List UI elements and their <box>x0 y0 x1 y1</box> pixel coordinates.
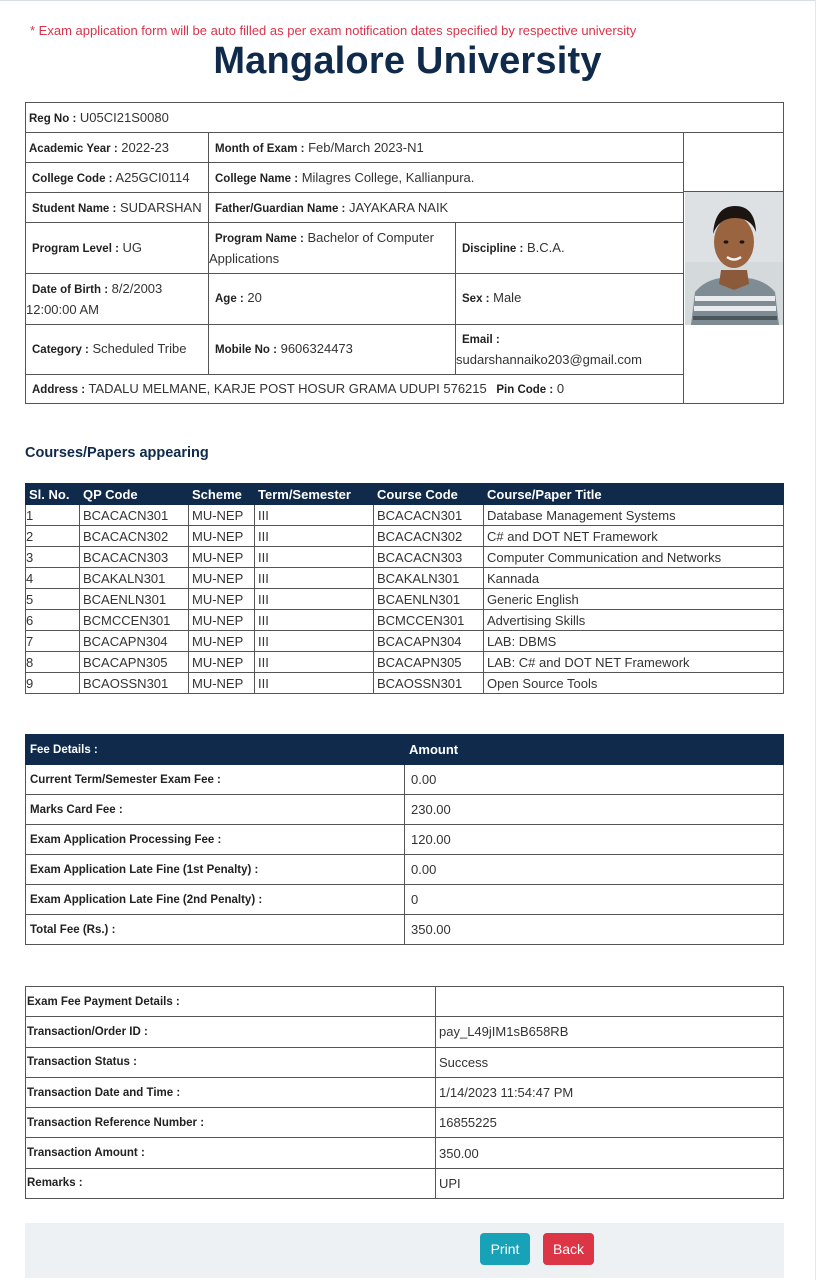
payment-row: Transaction/Order ID : pay_L49jIM1sB658RB <box>26 1017 784 1047</box>
category-cell: Category : Scheduled Tribe <box>26 325 209 375</box>
col-course-title: Course/Paper Title <box>484 484 784 505</box>
student-info-table <box>25 102 784 404</box>
address-cell: Address : TADALU MELMANE, KARJE POST HOSUR GRAMA UDUPI 576215 Pin Code : 0 <box>26 375 684 403</box>
courses-section-title: Courses/Papers appearing <box>25 445 209 461</box>
age-cell: Age : 20 <box>209 274 456 325</box>
university-title: Mangalore University <box>213 40 602 82</box>
right-border <box>815 0 816 1280</box>
col-scheme: Scheme <box>189 484 255 505</box>
transaction-status-value: Success <box>436 1047 784 1077</box>
father-name-cell: Father/Guardian Name : JAYAKARA NAIK <box>209 193 684 223</box>
table-row: 4 BCAKALN301 MU-NEP III BCAKALN301 Kannada <box>26 568 784 589</box>
student-photo <box>685 192 783 325</box>
courses-table <box>25 483 784 694</box>
back-button[interactable]: Back <box>543 1233 594 1265</box>
transaction-id-value: pay_L49jIM1sB658RB <box>436 1017 784 1047</box>
table-row: 3 BCACACN303 MU-NEP III BCACACN303 Computer Communication and Networks <box>26 547 784 568</box>
col-term: Term/Semester <box>255 484 374 505</box>
payment-row: Transaction Amount : 350.00 <box>26 1138 784 1168</box>
table-row: 6 BCMCCEN301 MU-NEP III BCMCCEN301 Advertising Skills <box>26 610 784 631</box>
program-level-cell: Program Level : UG <box>26 223 209 274</box>
college-name-cell: College Name : Milagres College, Kallianpura. <box>209 163 684 193</box>
fee-details-table <box>25 734 784 945</box>
table-row: 2 BCACACN302 MU-NEP III BCACACN302 C# and DOT NET Framework <box>26 526 784 547</box>
fee-details-header: Fee Details : <box>26 735 405 765</box>
col-sl-no: Sl. No. <box>26 484 80 505</box>
payment-row: Transaction Reference Number : 16855225 <box>26 1108 784 1138</box>
action-bar <box>25 1223 784 1278</box>
payment-row: Transaction Status : Success <box>26 1047 784 1077</box>
top-border <box>0 0 815 4</box>
reg-no-cell: Reg No : U05CI21S0080 <box>26 103 783 133</box>
email-cell: Email : sudarshannaiko203@gmail.com <box>456 325 684 375</box>
print-button[interactable]: Print <box>480 1233 530 1265</box>
fee-row: Exam Application Late Fine (1st Penalty) : 0.00 <box>26 855 784 885</box>
table-row: 5 BCAENLN301 MU-NEP III BCAENLN301 Generic English <box>26 589 784 610</box>
table-row: 7 BCACAPN304 MU-NEP III BCACAPN304 LAB: DBMS <box>26 631 784 652</box>
academic-year-cell: Academic Year : 2022-23 <box>26 133 209 163</box>
fee-row: Current Term/Semester Exam Fee : 0.00 <box>26 765 784 795</box>
fee-row: Marks Card Fee : 230.00 <box>26 795 784 825</box>
table-row: 8 BCACAPN305 MU-NEP III BCACAPN305 LAB: C# and DOT NET Framework <box>26 652 784 673</box>
table-row: 9 BCAOSSN301 MU-NEP III BCAOSSN301 Open Source Tools <box>26 673 784 694</box>
program-name-cell: Program Name : Bachelor of Computer Applications <box>209 223 456 274</box>
table-row: 1 BCACACN301 MU-NEP III BCACACN301 Database Management Systems <box>26 505 784 526</box>
col-qp-code: QP Code <box>80 484 189 505</box>
photo-bottom-cell <box>684 325 783 403</box>
fee-row: Exam Application Late Fine (2nd Penalty) : 0 <box>26 885 784 915</box>
payment-details-table <box>25 986 784 1199</box>
mobile-cell: Mobile No : 9606324473 <box>209 325 456 375</box>
photo-top-cell <box>684 133 783 192</box>
dob-cell: Date of Birth : 8/2/2003 12:00:00 AM <box>26 274 209 325</box>
student-name-cell: Student Name : SUDARSHAN <box>26 193 209 223</box>
sex-cell: Sex : Male <box>456 274 684 325</box>
payment-row: Transaction Date and Time : 1/14/2023 11:54:47 PM <box>26 1077 784 1107</box>
courses-header-row <box>26 484 784 505</box>
fee-header-row <box>26 735 784 765</box>
fee-total-row: Total Fee (Rs.) : 350.00 <box>26 915 784 945</box>
payment-header-row: Exam Fee Payment Details : <box>26 987 784 1017</box>
reg-no-value: U05CI21S0080 <box>79 110 169 125</box>
col-course-code: Course Code <box>374 484 484 505</box>
college-code-cell: College Code : A25GCI0114 <box>26 163 209 193</box>
autofill-notice: * Exam application form will be auto filled as per exam notification dates specified by respective university <box>30 23 637 38</box>
student-photo-image <box>685 192 783 325</box>
month-of-exam-cell: Month of Exam : Feb/March 2023-N1 <box>209 133 684 163</box>
discipline-cell: Discipline : B.C.A. <box>456 223 684 274</box>
payment-row: Remarks : UPI <box>26 1168 784 1198</box>
fee-amount-header: Amount <box>405 735 784 765</box>
fee-row: Exam Application Processing Fee : 120.00 <box>26 825 784 855</box>
